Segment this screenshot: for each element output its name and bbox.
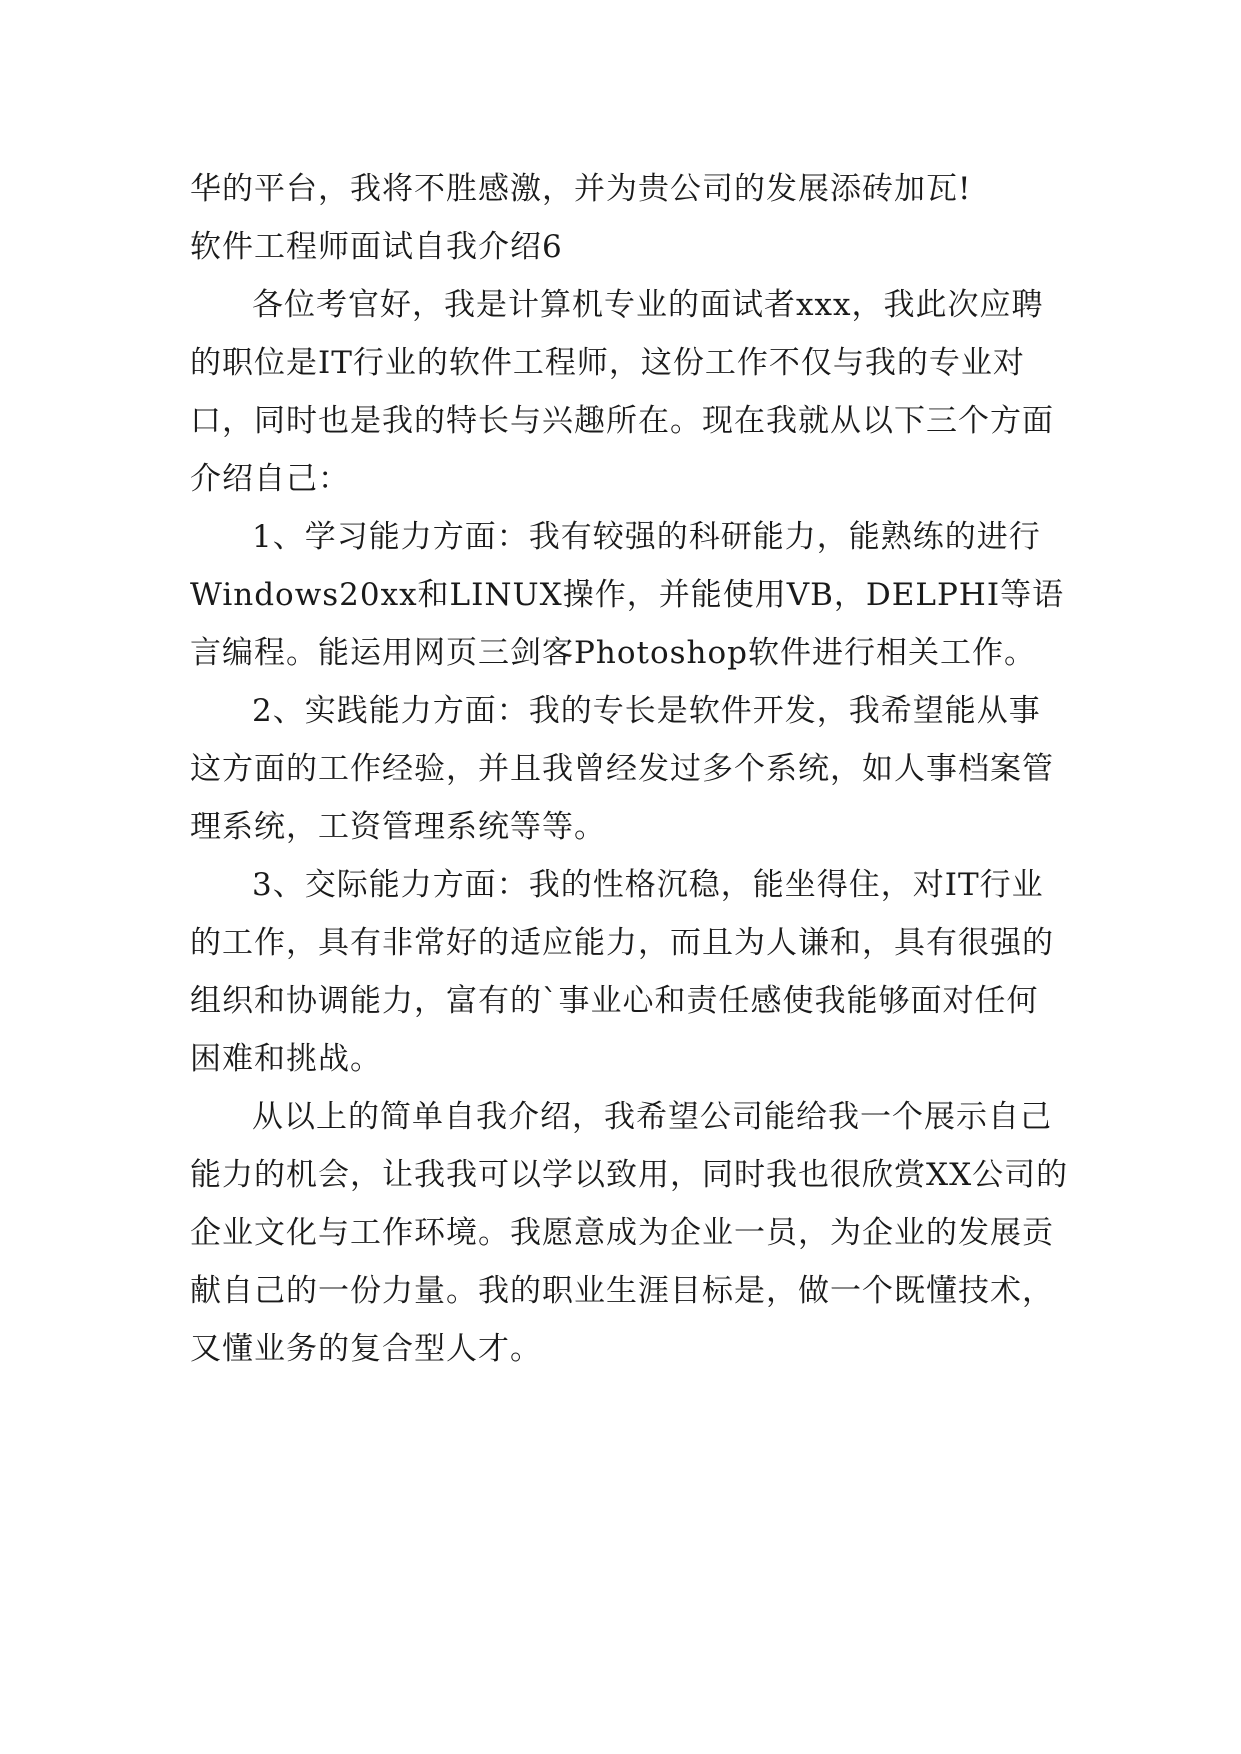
paragraph-conclusion: 从以上的简单自我介绍，我希望公司能给我一个展示自己能力的机会，让我我可以学以致用，同时我也很欣赏XX公司的企业文化与工作环境。我愿意成为企业一员，为企业的发展贡献自己的一份力量。我的职业生涯目标是，做一个既懂技术，又懂业务的复合型人才。 bbox=[190, 1099, 1069, 1367]
paragraph-greeting: 各位考官好，我是计算机专业的面试者xxx，我此次应聘的职位是IT行业的软件工程师，这份工作不仅与我的专业对口，同时也是我的特长与兴趣所在。现在我就从以下三个方面介绍自己： bbox=[190, 287, 1054, 497]
section-title: 软件工程师面试自我介绍6 bbox=[190, 229, 563, 265]
paragraph-learning-ability: 1、学习能力方面：我有较强的科研能力，能熟练的进行Windows20xx和LINUX操作，并能使用VB，DELPHI等语言编程。能运用网页三剑客Photoshop软件进行相关工作。 bbox=[190, 519, 1065, 671]
paragraph-social-ability: 3、交际能力方面：我的性格沉稳，能坐得住，对IT行业的工作，具有非常好的适应能力，而且为人谦和，具有很强的组织和协调能力，富有的`事业心和责任感使我能够面对任何困难和挑战。 bbox=[190, 867, 1054, 1077]
paragraph-practical-ability: 2、实践能力方面：我的专长是软件开发，我希望能从事这方面的工作经验，并且我曾经发过多个系统，如人事档案管理系统，工资管理系统等等。 bbox=[190, 693, 1054, 845]
continued-line: 华的平台，我将不胜感激，并为贵公司的发展添砖加瓦! bbox=[190, 171, 972, 207]
document-body bbox=[190, 160, 1070, 1378]
